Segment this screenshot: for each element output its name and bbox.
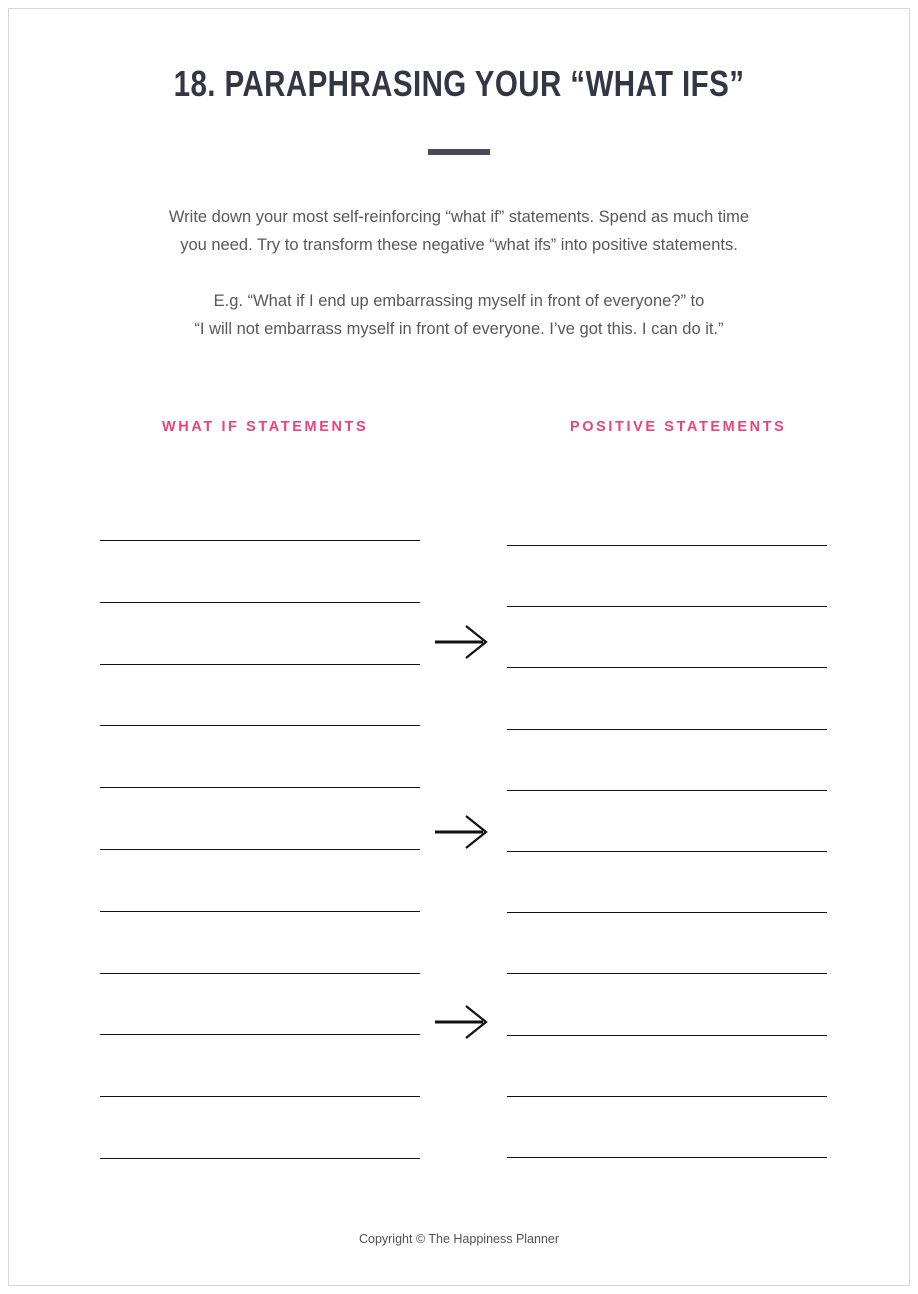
example-line-1: E.g. “What if I end up embarrassing myself in front of everyone?” to: [213, 292, 705, 310]
write-line[interactable]: [507, 606, 827, 607]
write-line[interactable]: [100, 1158, 420, 1159]
example-line-2: “I will not embarrass myself in front of everyone. I’ve got this. I can do it.”: [194, 320, 724, 338]
write-line[interactable]: [100, 602, 420, 603]
write-line[interactable]: [507, 1035, 827, 1036]
write-line[interactable]: [507, 790, 827, 791]
arrow-right-icon: [433, 1002, 493, 1042]
intro-line-1: Write down your most self-reinforcing “what if” statements. Spend as much time: [168, 208, 750, 226]
write-line[interactable]: [100, 664, 420, 665]
write-line[interactable]: [507, 667, 827, 668]
write-line[interactable]: [507, 729, 827, 730]
intro-paragraph: [109, 203, 809, 259]
intro-line-2: you need. Try to transform these negative “what ifs” into positive statements.: [180, 236, 738, 254]
write-line[interactable]: [100, 787, 420, 788]
title-divider: [428, 149, 490, 155]
write-line[interactable]: [100, 1096, 420, 1097]
write-line[interactable]: [100, 849, 420, 850]
write-line[interactable]: [507, 851, 827, 852]
arrow-right-icon: [433, 812, 493, 852]
write-line[interactable]: [507, 545, 827, 546]
column-header-what-if-statements: WHAT IF STATEMENTS: [162, 419, 369, 435]
write-line[interactable]: [507, 1096, 827, 1097]
write-line[interactable]: [507, 973, 827, 974]
write-line[interactable]: [100, 973, 420, 974]
write-line[interactable]: [507, 912, 827, 913]
column-header-positive-statements: POSITIVE STATEMENTS: [570, 419, 787, 435]
write-line[interactable]: [507, 1157, 827, 1158]
write-line[interactable]: [100, 911, 420, 912]
page-title: 18. PARAPHRASING YOUR “WHAT IFS”: [173, 63, 745, 104]
footer-copyright: Copyright © The Happiness Planner: [358, 1232, 560, 1246]
write-line[interactable]: [100, 540, 420, 541]
arrow-right-icon: [433, 622, 493, 662]
example-paragraph: [109, 287, 809, 343]
write-line[interactable]: [100, 725, 420, 726]
write-line[interactable]: [100, 1034, 420, 1035]
